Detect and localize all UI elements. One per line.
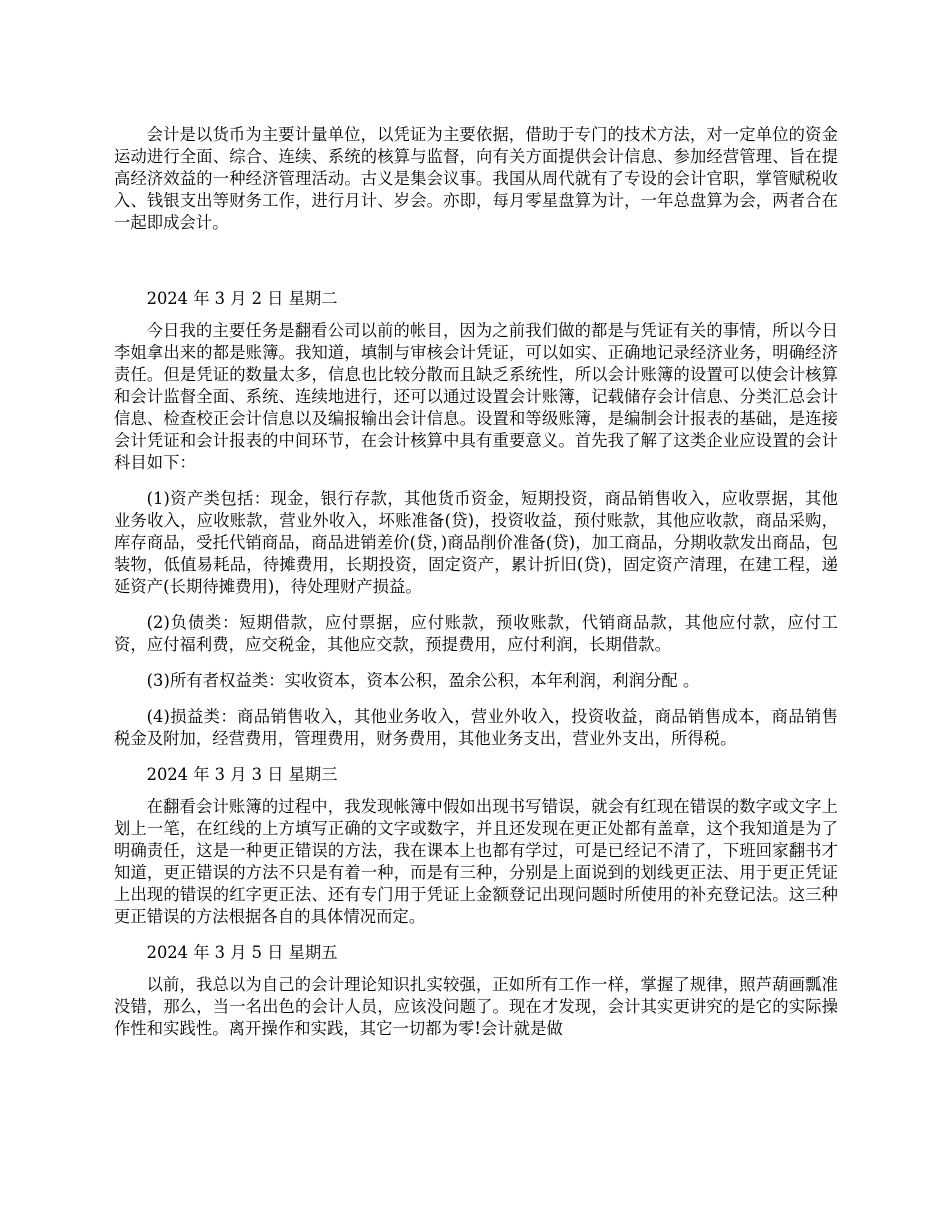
- entry-paragraph: (3)所有者权益类：实收资本，资本公积，盈余公积，本年利润，利润分配 。: [146, 671, 700, 690]
- entry-date: 2024 年 3 月 2 日 星期二: [146, 289, 338, 308]
- entry-paragraph: 在翻看会计账簿的过程中，我发现帐簿中假如出现书写错误，就会有红现在错误的数字或文字上划上一笔，在红线的上方填写正确的文字或数字，并且还发现在更正处都有盖章，这个我知道是为了明确责任，这是一种更正错误的方法，我在课本上也都有学过，可是已经记不清了，下班回家翻书才知道，更正错误的方法不只是有着一种，而是有三种，分别是上面说到的划线更正法、用于更正凭证上出现的错误的红字更正法、还有专门用于凭证上金额登记出现问题时所使用的补充登记法。这三种更正错误的方法根据各自的具体情况而定。: [114, 797, 838, 926]
- intro-paragraph: 会计是以货币为主要计量单位，以凭证为主要依据，借助于专门的技术方法，对一定单位的资金运动进行全面、综合、连续、系统的核算与监督，向有关方面提供会计信息、参加经营管理、旨在提高经济效益的一种经济管理活动。古义是集会议事。我国从周代就有了专设的会计官职，掌管赋税收入、钱银支出等财务工作，进行月计、岁会。亦即，每月零星盘算为计，一年总盘算为会，两者合在一起即成会计。: [114, 125, 838, 232]
- entry-paragraph: (2)负债类：短期借款，应付票据，应付账款，预收账款，代销商品款，其他应付款，应付工资，应付福利费，应交税金，其他应交款，预提费用，应付利润，长期借款。: [114, 613, 838, 654]
- entry-paragraph: (4)损益类：商品销售收入，其他业务收入，营业外收入，投资收益，商品销售成本，商品销售税金及附加，经营费用，管理费用，财务费用，其他业务支出，营业外支出，所得税。: [114, 707, 838, 748]
- entry-date: 2024 年 3 月 5 日 星期五: [146, 943, 338, 962]
- entry-date: 2024 年 3 月 3 日 星期三: [146, 765, 338, 784]
- entry-paragraph: 今日我的主要任务是翻看公司以前的帐目，因为之前我们做的都是与凭证有关的事情，所以今日李姐拿出来的都是账簿。我知道，填制与审核会计凭证，可以如实、正确地记录经济业务，明确经济责任。但是凭证的数量太多，信息也比较分散而且缺乏系统性，所以会计账簿的设置可以使会计核算和会计监督全面、系统、连续地进行，还可以通过设置会计账簿，记载储存会计信息、分类汇总会计信息、检查校正会计信息以及编报输出会计信息。设置和等级账簿，是编制会计报表的基础，是连接会计凭证和会计报表的中间环节，在会计核算中具有重要意义。首先我了解了这类企业应设置的会计科目如下：: [114, 321, 838, 472]
- entry-paragraph: (1)资产类包括：现金，银行存款，其他货币资金，短期投资，商品销售收入，应收票据，其他业务收入，应收账款，营业外收入，坏账准备(贷)，投资收益，预付账款，其他应收款，商品采购，库存商品，受托代销商品，商品进销差价(贷，)商品削价准备(贷)，加工商品，分期收款发出商品，包装物，低值易耗品，待摊费用，长期投资，固定资产，累计折旧(贷)，固定资产清理，在建工程，递延资产(长期待摊费用)，待处理财产损益。: [114, 489, 838, 596]
- document-body: [114, 124, 838, 1054]
- entry-paragraph: 以前，我总以为自己的会计理论知识扎实较强，正如所有工作一样，掌握了规律，照芦葫画瓢准没错，那么，当一名出色的会计人员，应该没问题了。现在才发现，会计其实更讲究的是它的实际操作性和实践性。离开操作和实践，其它一切都为零!会计就是做: [114, 975, 838, 1038]
